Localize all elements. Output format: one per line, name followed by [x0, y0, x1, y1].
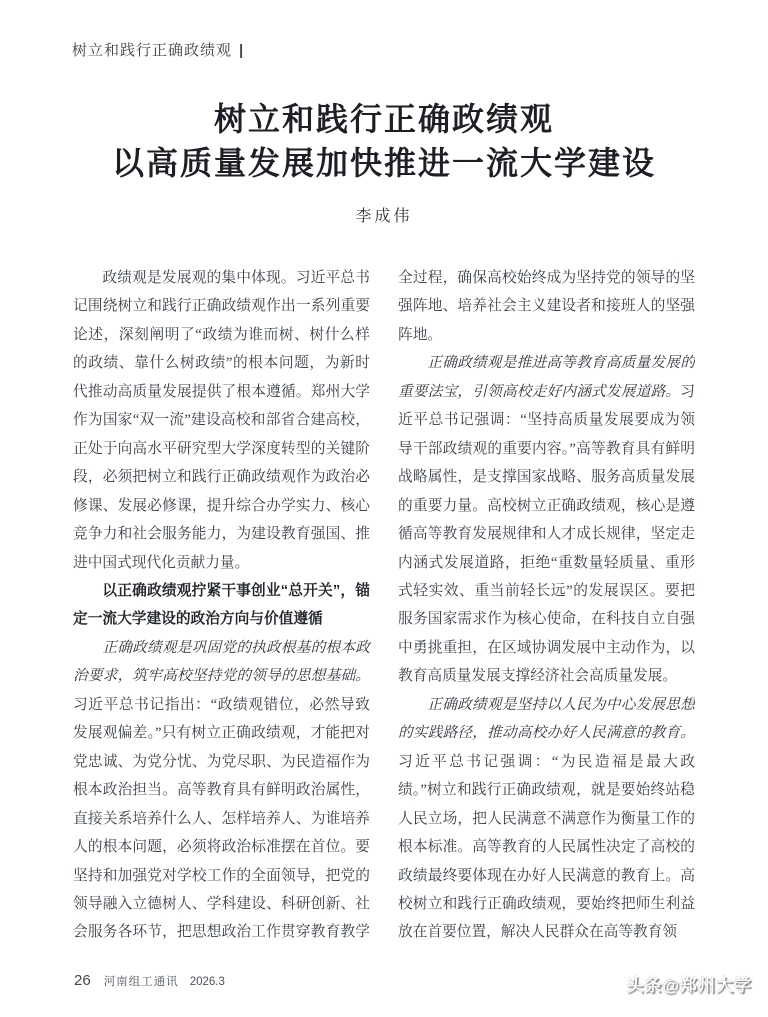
- journal-name: 河南组工通讯: [103, 976, 179, 988]
- lead-sentence: 正确政绩观是推进高等教育高质量发展的重要法宝，引领高校走好内涵式发展道路。: [398, 355, 695, 400]
- title-line-2: 以高质量发展加快推进一流大学建设: [111, 145, 656, 181]
- running-head-separator: |: [239, 42, 245, 59]
- toutiao-watermark: 头条@郑州大学: [626, 976, 752, 995]
- paragraph-development: [398, 349, 695, 690]
- page-footer: [74, 972, 225, 989]
- section-heading-text: 以正确政绩观拧紧干事创业“总开关”，锚定一流大学建设的政治方向与价值遵循: [73, 582, 370, 628]
- page-number: 26: [74, 972, 91, 989]
- lead-sentence: 正确政绩观是巩固党的执政根基的根本政治要求，筑牢高校坚持党的领导的思想基础。: [73, 639, 370, 685]
- paragraph-text: 习近平总书记强调：“坚持高质量发展要成为领导干部政绩观的重要内容。”高等教育具有鲜明战略属性，是支撑国家战略、服务高质量发展的重要力量。高校树立正确政绩观，核心是遵循高等教育发展规律和人才成长规律，坚定走内涵式发展道路，拒绝“重数量轻质量、重形式轻实效、重当前轻长远”的发展误区。要把服务国家需求作为核心使命，在科技自立自强中勇挑重担，在区域协调发展中主动作为，以教育高质量发展支撑经济社会高质量发展。: [398, 383, 695, 685]
- issue-number: 2026.3: [189, 976, 225, 988]
- running-head: [72, 39, 244, 60]
- article-title: [0, 97, 768, 185]
- paragraph-intro-text: 政绩观是发展观的集中体现。习近平总书记围绕树立和践行正确政绩观作出一系列重要论述，深刻阐明了“政绩为谁而树、树什么样的政绩、靠什么树政绩”的根本问题，为新时代推动高质量发展提供了根本遵循。郑州大学作为国家“双一流”建设高校和部省合建高校，正处于向高水平研究型大学深度转型的关键阶段，必须把树立和践行正确政绩观作为政治必修课、发展必修课，提升综合办学实力、核心竞争力和社会服务能力，为建设教育强国、推进中国式现代化贡献力量。: [73, 270, 370, 571]
- lead-sentence: 正确政绩观是坚持以人民为中心发展思想的实践路径，推动高校办好人民满意的教育。: [398, 696, 695, 742]
- paragraph-text: 习近平总书记强调：“为民造福是最大政绩。”树立和践行正确政绩观，就是要始终站稳人民立场，把人民满意不满意作为衡量工作的根本标准。高等教育的人民属性决定了高校的政绩最终要体现在办好人民满意的教育上。高校树立和践行正确政绩观，要始终把师生利益放在首要位置，解决人民群众在高等教育领: [398, 753, 695, 941]
- article-body: [73, 264, 695, 950]
- paragraph-text: 习近平总书记指出：“政绩观错位，必然导致发展观偏差。”只有树立正确政绩观，才能把对党忠诚、为党分忧、为党尽职、为民造福作为根本政治担当。高等教育具有鲜明政治属性，直接关系培养什么人、怎样培养人、为谁培养人的根本问题，必须将政治标准摆在首位。要坚持和加强党对学校工作的全面领导，把党的领导融入立德树人、学科建设、科研创新、社会服务各环节，把思想政治工作贯穿教育教学全过程，确保高校始终成为坚持党的领导的坚强阵地、培养社会主义建设者和接班人的坚强阵地。: [73, 270, 695, 941]
- paragraph-people: [398, 691, 695, 947]
- author-name: 李成伟: [355, 208, 413, 225]
- running-head-label: 树立和践行正确政绩观: [72, 42, 233, 59]
- title-line-1: 树立和践行正确政绩观: [213, 101, 554, 137]
- section-heading: [73, 577, 370, 634]
- paragraph-intro: [73, 264, 370, 577]
